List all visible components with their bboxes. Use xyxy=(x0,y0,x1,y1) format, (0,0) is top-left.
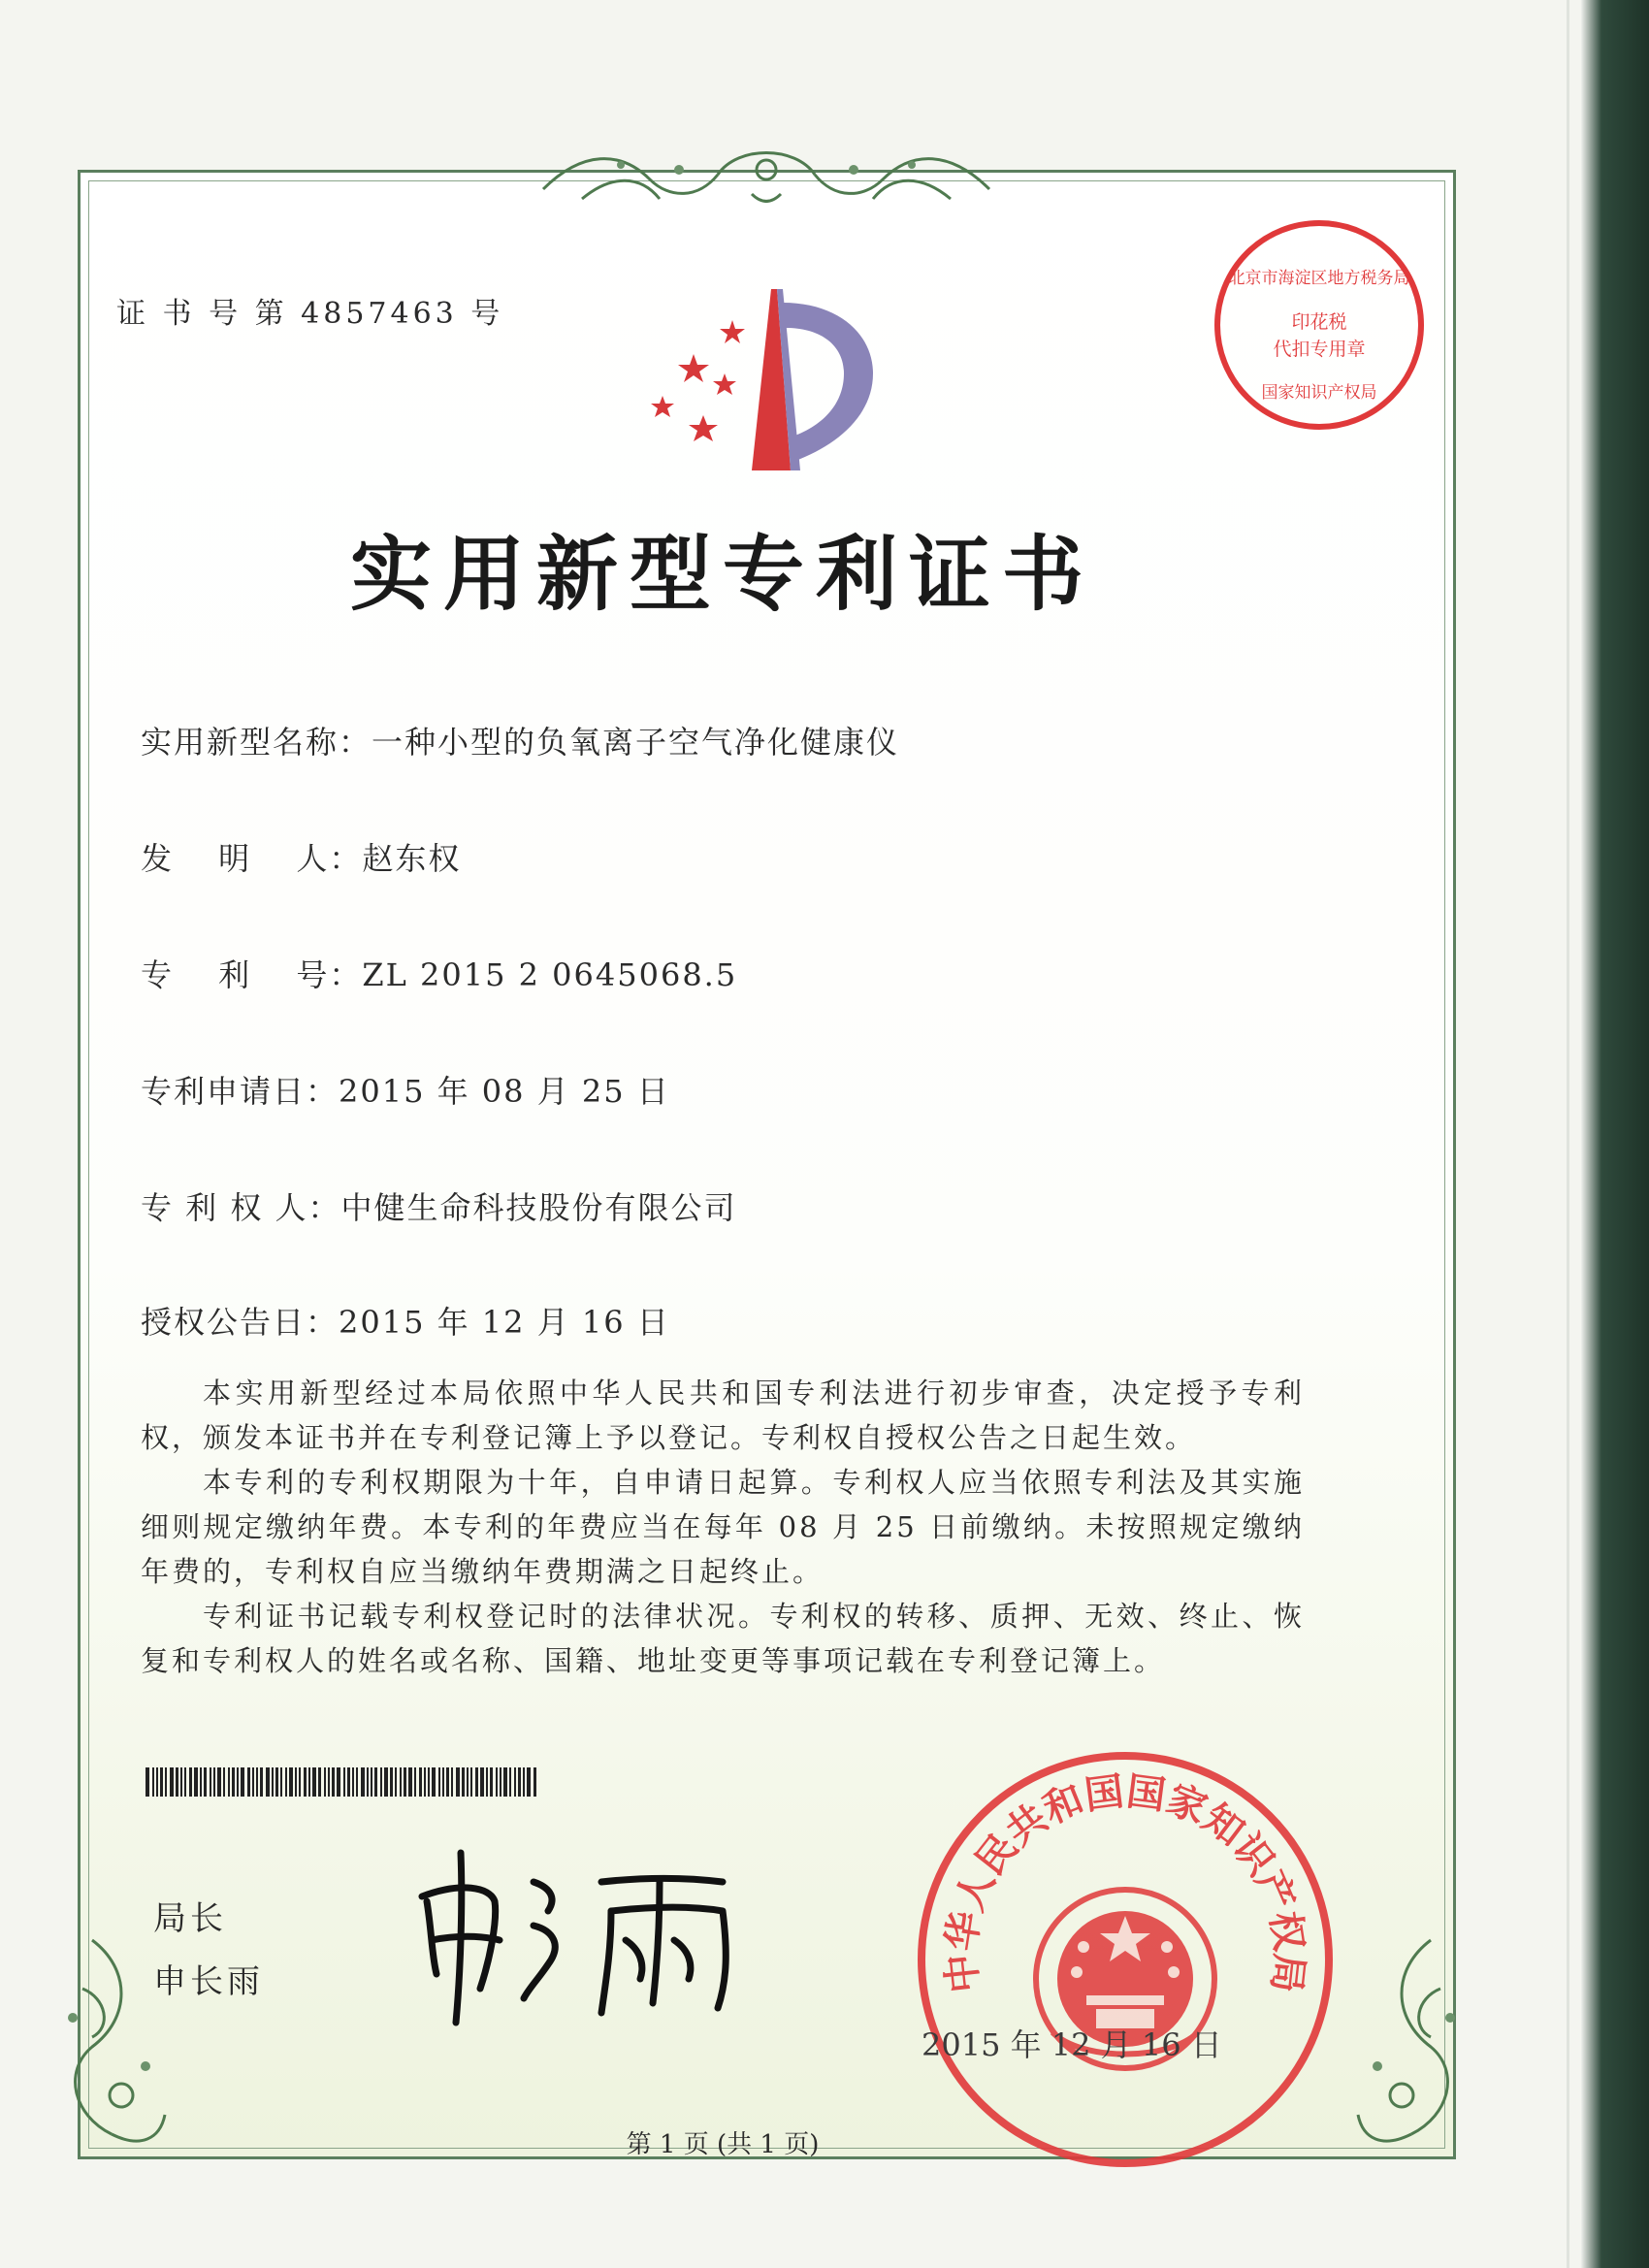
inventor-value: 赵东权 xyxy=(362,840,462,877)
barcode-bar xyxy=(384,1767,388,1797)
barcode-bar xyxy=(324,1767,326,1797)
barcode-bar xyxy=(260,1767,263,1797)
barcode-bar xyxy=(275,1767,278,1797)
barcode-bar xyxy=(523,1767,525,1797)
barcode-bar xyxy=(480,1767,484,1797)
barcode-bar xyxy=(184,1767,186,1797)
barcode-bar xyxy=(514,1767,516,1797)
barcode-bar xyxy=(337,1767,340,1797)
barcode-bar xyxy=(160,1767,163,1797)
barcode-bar xyxy=(252,1767,254,1797)
barcode-bar xyxy=(237,1767,239,1797)
svg-text:中华人民共和国国家知识产权局: 中华人民共和国国家知识产权局 xyxy=(938,1768,1312,1995)
barcode-bar xyxy=(146,1767,149,1797)
barcode-bar xyxy=(490,1767,493,1797)
svg-text:印花税: 印花税 xyxy=(1291,311,1347,333)
svg-text:代扣专用章: 代扣专用章 xyxy=(1273,339,1366,360)
barcode-bar xyxy=(390,1767,393,1797)
barcode-bar xyxy=(280,1767,282,1797)
barcode xyxy=(146,1767,543,1797)
barcode-bar xyxy=(165,1767,167,1797)
body-paragraph: 本实用新型经过本局依照中华人民共和国专利法进行初步审查，决定授予专利权，颁发本证书并在专利登记簿上予以登记。专利权自授权公告之日起生效。 xyxy=(141,1377,1305,1454)
top-ornament xyxy=(524,131,1009,218)
barcode-bar xyxy=(446,1767,449,1797)
barcode-bar xyxy=(500,1767,501,1797)
barcode-bar xyxy=(400,1767,402,1797)
patent-number-value: ZL 2015 2 0645068.5 xyxy=(362,956,738,993)
barcode-bar xyxy=(462,1767,465,1797)
grant-date-row xyxy=(141,1298,670,1343)
body-paragraph: 本专利的专利权期限为十年，自申请日起算。专利权人应当依照专利法及其实施细则规定缴纳年费。本专利的年费应当在每年 08 月 25 日前缴纳。未按照规定缴纳年费的，专利权自应当缴纳年费期满之日起终止。 xyxy=(141,1466,1305,1588)
barcode-bar xyxy=(308,1767,310,1797)
barcode-bar xyxy=(223,1767,225,1797)
barcode-bar xyxy=(189,1767,192,1797)
patent-number-row xyxy=(141,951,737,995)
barcode-bar xyxy=(210,1767,211,1797)
barcode-bar xyxy=(467,1767,469,1797)
barcode-bar xyxy=(312,1767,316,1797)
barcode-bar xyxy=(451,1767,453,1797)
barcode-bar xyxy=(272,1767,274,1797)
barcode-bar xyxy=(503,1767,507,1797)
barcode-bar xyxy=(380,1767,382,1797)
barcode-bar xyxy=(496,1767,498,1797)
barcode-bar xyxy=(289,1767,293,1797)
binding-edge xyxy=(1581,0,1649,2268)
barcode-bar xyxy=(442,1767,444,1797)
utility-model-name-value: 一种小型的负氧离子空气净化健康仪 xyxy=(372,724,900,761)
barcode-bar xyxy=(176,1767,178,1797)
issue-date: 2015 年 12 月 16 日 xyxy=(922,2026,1222,2063)
barcode-bar xyxy=(424,1767,426,1797)
director-signature xyxy=(403,1843,752,2027)
application-date-row xyxy=(141,1067,670,1112)
barcode-bar xyxy=(217,1767,221,1797)
patent-office-logo xyxy=(635,281,888,475)
svg-text:北京市海淀区地方税务局: 北京市海淀区地方税务局 xyxy=(1228,269,1410,288)
barcode-bar xyxy=(534,1767,536,1797)
application-date-value: 2015 年 08 月 25 日 xyxy=(339,1073,670,1110)
sipo-official-seal xyxy=(907,1741,1343,2178)
page-edge-line xyxy=(1567,0,1569,2268)
svg-text:国家知识产权局: 国家知识产权局 xyxy=(1261,383,1377,403)
patent-number-label: 专 利 号： xyxy=(141,956,363,993)
stamp-duty-seal xyxy=(1208,213,1431,437)
barcode-bar xyxy=(347,1767,350,1797)
barcode-bar xyxy=(352,1767,354,1797)
barcode-bar xyxy=(256,1767,258,1797)
barcode-bar xyxy=(328,1767,330,1797)
inventor-label: 发 明 人： xyxy=(141,840,363,877)
barcode-bar xyxy=(518,1767,521,1797)
barcode-bar xyxy=(232,1767,235,1797)
barcode-bar xyxy=(475,1767,478,1797)
barcode-bar xyxy=(404,1767,406,1797)
patentee-row xyxy=(141,1183,737,1228)
barcode-bar xyxy=(419,1767,422,1797)
barcode-bar xyxy=(374,1767,377,1797)
utility-model-name-label: 实用新型名称： xyxy=(141,724,372,761)
director-title: 局长 xyxy=(153,1899,227,1938)
barcode-bar xyxy=(266,1767,270,1797)
barcode-bar xyxy=(304,1767,307,1797)
barcode-bar xyxy=(486,1767,488,1797)
barcode-bar xyxy=(432,1767,436,1797)
body-paragraph: 专利证书记载专利权登记时的法律状况。专利权的转移、质押、无效、终止、恢复和专利权人的姓名或名称、国籍、地址变更等事项记载在专利登记簿上。 xyxy=(141,1600,1305,1677)
application-date-label: 专利申请日： xyxy=(141,1073,340,1110)
barcode-bar xyxy=(408,1767,412,1797)
barcode-bar xyxy=(228,1767,230,1797)
barcode-bar xyxy=(318,1767,321,1797)
grant-date-label: 授权公告日： xyxy=(141,1304,340,1341)
barcode-bar xyxy=(509,1767,511,1797)
barcode-bar xyxy=(299,1767,301,1797)
barcode-bar xyxy=(456,1767,460,1797)
barcode-bar xyxy=(194,1767,198,1797)
utility-model-name-row xyxy=(141,718,899,762)
barcode-bar xyxy=(156,1767,158,1797)
barcode-bar xyxy=(428,1767,430,1797)
barcode-bar xyxy=(527,1767,531,1797)
barcode-bar xyxy=(414,1767,416,1797)
director-name: 申长雨 xyxy=(153,1962,264,2001)
certificate-title: 实用新型专利证书 xyxy=(349,527,1095,622)
barcode-bar xyxy=(152,1767,154,1797)
barcode-bar xyxy=(367,1767,369,1797)
barcode-bar xyxy=(180,1767,182,1797)
barcode-bar xyxy=(200,1767,202,1797)
certificate-number: 证 书 号 第 4857463 号 xyxy=(116,297,504,331)
barcode-bar xyxy=(343,1767,345,1797)
grant-date-value: 2015 年 12 月 16 日 xyxy=(339,1304,670,1341)
barcode-bar xyxy=(332,1767,335,1797)
barcode-bar xyxy=(285,1767,287,1797)
barcode-bar xyxy=(241,1767,244,1797)
barcode-bar xyxy=(438,1767,440,1797)
barcode-bar xyxy=(395,1767,397,1797)
patentee-value: 中健生命科技股份有限公司 xyxy=(340,1189,737,1226)
barcode-bar xyxy=(470,1767,472,1797)
barcode-bar xyxy=(295,1767,297,1797)
barcode-bar xyxy=(213,1767,215,1797)
barcode-bar xyxy=(356,1767,358,1797)
certificate-body xyxy=(141,1371,1305,1683)
page-number: 第 1 页 (共 1 页) xyxy=(626,2130,820,2159)
barcode-bar xyxy=(361,1767,365,1797)
barcode-bar xyxy=(204,1767,207,1797)
barcode-bar xyxy=(170,1767,174,1797)
barcode-bar xyxy=(371,1767,372,1797)
inventor-row xyxy=(141,834,461,879)
barcode-bar xyxy=(247,1767,250,1797)
patentee-label: 专 利 权 人： xyxy=(141,1189,341,1226)
